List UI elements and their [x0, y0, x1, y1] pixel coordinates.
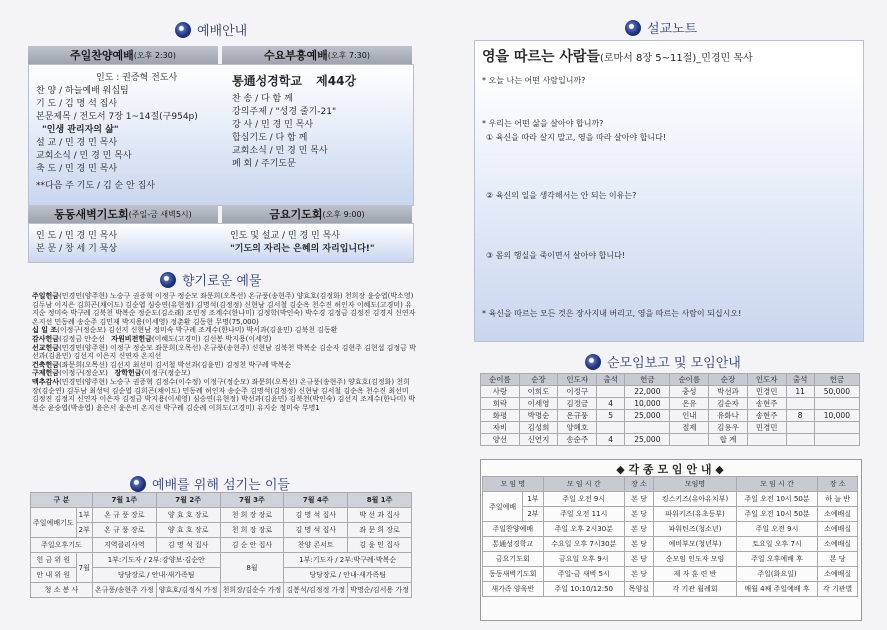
offering-label: 주일헌금 — [32, 292, 60, 300]
table-header: 모 임 시 간 — [736, 477, 817, 492]
table-cell: 민경민 — [747, 422, 786, 434]
table-cell: 유화나 — [709, 410, 748, 422]
table-cell: 주일 오후예배 후 — [736, 552, 817, 567]
table-cell: 토요일 오후 7시 — [736, 537, 817, 552]
table-cell: 주일찬양예배 — [483, 522, 544, 537]
table-row — [481, 410, 860, 422]
table-cell: 7월 — [76, 553, 92, 583]
table-cell: 금요기도회 — [483, 552, 544, 567]
table-cell: 새가족 양육반 — [483, 582, 544, 597]
offering-label: 십 일 조 — [32, 326, 58, 335]
table-cell: 온유 — [670, 398, 709, 410]
table-cell: 김 명 석 집사 — [156, 538, 220, 553]
table-cell: 각 기관 월례회 — [654, 582, 737, 597]
church-logo-icon — [625, 20, 641, 36]
table-header: 헌금 — [625, 374, 670, 386]
table-cell: 온 규 풍 장로 — [92, 523, 156, 538]
offering-section-title — [160, 270, 261, 289]
table-cell: 당당장로 / 안내·새가족팀 — [284, 568, 412, 583]
table-cell: 본 당 — [624, 567, 653, 582]
servants-section-title — [130, 474, 290, 493]
offering-label: 장학헌금 — [114, 369, 142, 378]
servants-title: 예배를 위해 섬기는 이들 — [152, 478, 290, 493]
table-header: 8월 1주 — [348, 493, 412, 508]
report-section-title — [585, 352, 741, 371]
table-cell: 김 명 석 집사 — [284, 523, 348, 538]
table-cell: 김 순 안 집사 — [220, 538, 284, 553]
table-cell: 금요일 오후 9시 — [543, 552, 624, 567]
table-cell: 5 — [597, 410, 625, 422]
dawn-line: 인 도 / 민 경 민 목사 — [36, 231, 118, 241]
table-cell: 양효호/김정식 가정 — [156, 583, 220, 598]
table-cell: 김봉석/김정정 가정 — [284, 583, 348, 598]
table-header: 모 임 명 — [483, 477, 544, 492]
table-row — [481, 386, 860, 398]
friday-prayer-header — [222, 205, 412, 223]
table-cell: 화평 — [481, 410, 520, 422]
church-logo-icon — [585, 354, 601, 370]
table-row — [483, 567, 858, 582]
table-row — [31, 523, 412, 538]
sunday-line: 설 교 / 민 경 민 목사 — [36, 138, 118, 148]
table-cell: 김성희 — [519, 422, 558, 434]
table-row — [483, 507, 858, 522]
fri-header-label: 금요기도회 — [269, 208, 323, 221]
table-cell: 예비부모(청년부) — [654, 537, 737, 552]
table-cell: 순모임 인도자 모임 — [654, 552, 737, 567]
table-cell: 주일오후기도 — [31, 538, 93, 553]
table-header: 인도자 — [558, 374, 597, 386]
offering-label: 감사헌금 — [32, 334, 60, 343]
table-cell: 8월 — [220, 553, 284, 583]
table-cell: 주일예배기도 — [31, 508, 77, 538]
table-cell: 절제 — [670, 422, 709, 434]
table-cell: 주일 오전 10시 50분 — [736, 492, 817, 507]
wed-line: 교회소식 / 민 경 민 목사 — [232, 146, 328, 156]
offering-entry — [32, 335, 416, 344]
offering-entry — [32, 369, 416, 378]
meetings-title: ◆ 각 종 모 임 안 내 ◆ — [616, 463, 724, 476]
sunday-service-header — [28, 46, 218, 64]
sunday-line: 기 도 / 김 명 석 집사 — [36, 99, 118, 109]
table-cell: 1부:기도자 / 2부:강양보·김순안 — [92, 553, 220, 568]
worship-section-title — [175, 20, 247, 39]
table-cell: 1부 — [76, 508, 92, 523]
table-cell: 본 당 — [624, 552, 653, 567]
table-cell: 본 당 — [624, 522, 653, 537]
table-header: 인도자 — [747, 374, 786, 386]
table-cell: 소예배실 — [818, 522, 858, 537]
table-cell: 청 소 봉 사 — [31, 583, 93, 598]
table-header: 출석 — [597, 374, 625, 386]
wed-line: 강의주제 / "성경 줄기-21" — [232, 107, 337, 117]
offering-names: (이정구(정순모) — [59, 369, 108, 378]
table-row — [483, 552, 858, 567]
table-cell — [670, 434, 709, 446]
offering-label: 건축헌금 — [32, 360, 60, 369]
table-cell: 50,000 — [814, 386, 859, 398]
offering-names: (민경민(양주현) 노승구 권증혁 이정구 정순모 좌문희(오목선) 온규풍(송현주) 양효호(김정화) 천희장 윤승엽(박소영) 김두남 이지은 김희곤(채이도) 김순엽 심승연(유현정) 김명석(김정정) 신현남 김서철 김순옥 천수진 허인자 이혜도(고경미) 유지순 정미숙 박구례 김북천 박복순 정순도(김소래) 조민정 조계수(한나미) 김정학(박인숙) 박수경 김정금 김정진 김경지 신연자 온지선 민동례 송순주 김민재 박지용(이세영) 정춘환 김동현 무명(75,000) — [32, 292, 416, 326]
table-header: 순이름 — [481, 374, 520, 386]
table-cell: 8 — [786, 410, 814, 422]
dawn-line: 본 문 / 창 세 기 묵상 — [36, 244, 118, 254]
wed-time: (오후 7:30) — [327, 50, 370, 60]
table-row — [483, 537, 858, 552]
table-cell: 안 내 위 원 — [31, 568, 77, 583]
table-row — [31, 508, 412, 523]
table-cell: 25,000 — [625, 434, 670, 446]
offering-names: (이혜도(고경미) 김선봉 박지용(이세영) — [151, 334, 272, 343]
offering-list — [32, 292, 416, 412]
table-cell: 주일 오전 11시 — [543, 507, 624, 522]
table-cell: 목양실 — [624, 582, 653, 597]
table-cell: 충성 — [670, 386, 709, 398]
table-cell: 송현주 — [747, 410, 786, 422]
table-cell: 주일 10:10/12:50 — [543, 582, 624, 597]
wednesday-service-header — [222, 46, 412, 64]
table-cell: 2부 — [76, 523, 92, 538]
table-cell: 당당장로 / 안내·새가족팀 — [92, 568, 220, 583]
fri-line: 인도 및 설교 / 민 경 민 목사 — [230, 231, 340, 241]
next-prayer: **다음 주 기도 / 김 순 안 집사 — [36, 181, 155, 191]
table-header: 출석 — [786, 374, 814, 386]
sunday-order-list — [36, 72, 198, 193]
table-row — [481, 434, 860, 446]
table-cell: 파워틴즈(청소년) — [654, 522, 737, 537]
table-cell: 신연지 — [519, 434, 558, 446]
table-row — [483, 522, 858, 537]
table-cell: 본 당 — [624, 507, 653, 522]
sermon-heading-title: 영을 따르는 사람들 — [482, 49, 600, 65]
table-cell: 김 윤 민 집사 — [348, 538, 412, 553]
table-cell: 킹스키즈(유아유치부) — [654, 492, 737, 507]
offering-label: 자원비전헌금 — [111, 334, 152, 343]
table-cell: 온 규 풍 장로 — [92, 508, 156, 523]
offering-names: (민경민(양주현) 노승구 권증혁 김정수(이수정) 이정구(정순모) 좌문희(오목선) 온규풍(송현주) 양효호(김정화) 천희장(김순연) 김두남 최성덕 김순엽 김희곤(채이도) 민동례 허인자 송순주 김명석(김정정) 신현남 김서철 김순옥 천수진 최선미 김정진 김정지 신연자 이은자 김정금 박지용(이세영) 심승연(유현정) 박선과(김윤민) 김북천(박인숙) 김선지 조계수(한나미) 박복순 윤승엽(박송엽) 윤은서 윤은비 온지선 박구례 김순례 이희도(고경미) 유지순 정미숙 무명1 — [32, 377, 416, 412]
dawn-time: (주일-금 새벽5시) — [128, 209, 192, 219]
table-cell: 김 명 석 집사 — [284, 508, 348, 523]
table-cell: 25,000 — [625, 410, 670, 422]
table-cell: 소예배실 — [818, 537, 858, 552]
table-cell — [814, 434, 859, 446]
table-cell: 본 당 — [624, 537, 653, 552]
table-cell — [814, 398, 859, 410]
table-cell: 양선 — [481, 434, 520, 446]
table-header: 순장 — [519, 374, 558, 386]
table-header: 구 분 — [31, 493, 93, 508]
table-cell: 인내 — [670, 410, 709, 422]
lecture-number: 제44강 — [316, 74, 357, 88]
offering-names: (민경민(양주현) 이정구 정순모 좌문희(오목선) 온규풍(송현주) 신현남 김북천 박복순 김순자 김현주 김현섭 김정금 박선과(김윤민) 김선지 이은지 신연자 온지선 — [32, 343, 416, 361]
table-cell: 소예배실 — [818, 507, 858, 522]
offering-label: 맥추감사 — [32, 377, 60, 386]
fri-message: "기도의 자리는 은혜의 자리입니다!" — [230, 244, 375, 254]
table-header: 7월 1주 — [92, 493, 156, 508]
table-header: 순이름 — [670, 374, 709, 386]
table-cell: 천희장/김순수 가정 — [220, 583, 284, 598]
meetings-table — [482, 476, 858, 597]
dawn-prayer-list — [36, 230, 117, 256]
table-cell: 4 — [597, 398, 625, 410]
table-cell: 소예배실 — [818, 567, 858, 582]
table-cell: 하 늘 반 — [818, 492, 858, 507]
table-row — [481, 398, 860, 410]
dawn-header-label: 동동새벽기도회 — [54, 208, 129, 221]
table-cell: 주일(화요일) — [736, 567, 817, 582]
offering-names: (이정구(정순모) 김선지 신현남 정미숙 박구례 조계수(한나미) 박서과(김윤민) 김북천 김동환 — [57, 326, 338, 335]
table-cell: 본 당 — [624, 492, 653, 507]
table-cell: 김순자 — [709, 398, 748, 410]
sunday-line: 찬 양 / 하늘예배 워십팀 — [36, 86, 129, 96]
table-cell: 지역클리사역 — [92, 538, 156, 553]
table-header: 7월 3주 — [220, 493, 284, 508]
table-cell: 양 효 호 장로 — [156, 508, 220, 523]
table-cell: 천 희 장 장로 — [220, 523, 284, 538]
table-cell: 박선과 — [709, 386, 748, 398]
sermon-note-title: 설교노트 — [647, 22, 698, 37]
table-cell: 10,000 — [625, 398, 670, 410]
table-cell: 22,000 — [625, 386, 670, 398]
table-cell: 양 효 호 장로 — [156, 523, 220, 538]
table-cell: 박명순 — [519, 410, 558, 422]
table-row — [481, 422, 860, 434]
small-group-report-table — [480, 373, 860, 446]
table-cell: 주일 오전 10시 50분 — [736, 507, 817, 522]
sermon-section-title — [625, 18, 697, 37]
table-header: 장 소 — [818, 477, 858, 492]
table-cell: 이정구 — [558, 386, 597, 398]
table-header-row — [31, 493, 412, 508]
table-cell: 온규풍/송현주 가정 — [92, 583, 156, 598]
table-header: 7월 2주 — [156, 493, 220, 508]
table-cell — [625, 422, 670, 434]
table-cell: 통通성경학교 — [483, 537, 544, 552]
table-row — [31, 538, 412, 553]
table-cell: 송현주 — [747, 398, 786, 410]
table-cell: 10,000 — [814, 410, 859, 422]
bible-school-title — [232, 72, 356, 89]
table-cell — [597, 422, 625, 434]
sermon-heading — [482, 46, 753, 66]
table-cell: 1부 — [523, 492, 543, 507]
sermon-question: * 오늘 나는 어떤 사람입니까? — [482, 76, 586, 85]
offering-label: 선교헌금 — [32, 343, 60, 352]
table-cell: 온규풍 — [558, 410, 597, 422]
sunday-line: 교회소식 / 민 경 민 목사 — [36, 151, 132, 161]
table-cell: 주일-금 새벽 5시 — [543, 567, 624, 582]
school-name: 통通성경학교 — [232, 74, 302, 88]
offering-label: 구제헌금 — [32, 369, 60, 378]
table-cell: 파워키즈(유초등부) — [654, 507, 737, 522]
sermon-conclusion: * 육신을 따르는 모든 것은 장사지내 버리고, 영을 따르는 사람이 되십시오! — [482, 309, 742, 318]
table-cell — [786, 398, 814, 410]
sermon-point: ② 육신의 일을 생각해서는 안 되는 이유는? — [486, 191, 637, 200]
table-cell: 이세영 — [519, 398, 558, 410]
table-cell: 2부 — [523, 507, 543, 522]
offering-names: (김정금 안순선 — [59, 334, 105, 343]
table-cell: 매월 4째 주일예배 후 — [736, 582, 817, 597]
offering-title: 향기로운 예물 — [182, 274, 262, 289]
table-cell: 합 계 — [709, 434, 748, 446]
table-header: 장 소 — [624, 477, 653, 492]
table-header: 헌금 — [814, 374, 859, 386]
table-cell — [597, 386, 625, 398]
wed-header-label: 수요부흥예배 — [264, 49, 328, 62]
table-cell: 김정금 — [558, 398, 597, 410]
church-logo-icon — [175, 22, 191, 38]
sermon-point: ① 육신을 따라 살지 말고, 영을 따라 살아야 합니다! — [486, 133, 667, 142]
church-logo-icon — [130, 476, 146, 492]
wed-line: 강 사 / 민 경 민 목사 — [232, 120, 314, 130]
table-cell — [814, 422, 859, 434]
table-cell — [747, 434, 786, 446]
table-cell: 1부:기도자 / 2부:박구례·박복순 — [284, 553, 412, 568]
table-row — [483, 582, 858, 597]
table-header-row — [481, 374, 860, 386]
offering-entry — [32, 326, 416, 335]
table-cell: 찬양 콘서트 — [284, 538, 348, 553]
table-cell: 각 기관별 — [818, 582, 858, 597]
table-cell: 송순주 — [558, 434, 597, 446]
table-header: 순장 — [709, 374, 748, 386]
servants-table — [30, 492, 412, 598]
table-cell: 박 선 과 집사 — [348, 508, 412, 523]
sermon-point: ③ 몸의 행실을 죽이면서 살아야 합니다! — [486, 251, 626, 260]
table-cell: 동동새벽기도회 — [483, 567, 544, 582]
offering-names: (좌문희(오목선) 김선지 최선미 김서철 박선과(김윤민) 김정천 박구례 박복순 — [59, 360, 292, 369]
sunday-line: 축 도 / 민 경 민 목사 — [36, 164, 118, 174]
offering-entry — [32, 292, 416, 326]
table-cell: 주일 오전 9시 — [543, 492, 624, 507]
table-cell: 민경민 — [747, 386, 786, 398]
sunday-time: (오후 2:30) — [133, 50, 176, 60]
table-header-row — [483, 477, 858, 492]
dawn-prayer-header — [28, 205, 218, 223]
offering-entry — [32, 344, 416, 361]
table-cell — [786, 434, 814, 446]
table-row — [483, 492, 858, 507]
table-cell: 이희도 — [519, 386, 558, 398]
sermon-title: "인생 관리자의 삶" — [42, 125, 119, 135]
table-cell: 천 희 장 장로 — [220, 508, 284, 523]
wed-line: 폐 회 / 주기도문 — [232, 159, 296, 169]
table-cell: 주일 오후 2시30분 — [543, 522, 624, 537]
table-cell: 사랑 — [481, 386, 520, 398]
wed-line: 찬 송 / 다 함 께 — [232, 94, 293, 104]
sunday-line: 본문제목 / 전도서 7장 1~14절(구954p) — [36, 112, 198, 122]
worship-title: 예배안내 — [197, 24, 248, 39]
offering-entry — [32, 378, 416, 412]
table-header: 모 임 시 간 — [543, 477, 624, 492]
table-cell — [786, 422, 814, 434]
table-cell: 본 당 — [818, 552, 858, 567]
table-cell: 양혜호 — [558, 422, 597, 434]
table-cell: 헌 금 위 원 — [31, 553, 77, 568]
wednesday-order-list — [232, 72, 356, 171]
table-cell: 주일 오전 9시 — [736, 522, 817, 537]
table-cell: 11 — [786, 386, 814, 398]
table-cell: 주일예배 — [483, 492, 523, 522]
table-row — [31, 553, 412, 568]
fri-time: (오후 9:00) — [322, 209, 365, 219]
sunday-line: 인도 : 권증혁 전도사 — [96, 73, 178, 83]
sermon-question: * 우리는 어떤 삶을 살아야 합니까? — [482, 119, 604, 128]
table-cell: 좌 문 희 장로 — [348, 523, 412, 538]
sunday-header-label: 주일찬양예배 — [70, 49, 134, 62]
table-cell: 희락 — [481, 398, 520, 410]
table-cell: 박명순/김서용 가정 — [348, 583, 412, 598]
friday-prayer-list — [230, 230, 375, 256]
sermon-reference: (로마서 8장 5~11절)_민경민 목사 — [599, 53, 753, 64]
table-row — [31, 583, 412, 598]
report-title: 순모임보고 및 모임안내 — [607, 356, 741, 371]
table-cell: 김용우 — [709, 422, 748, 434]
table-header: 7월 4주 — [284, 493, 348, 508]
wed-line: 합심기도 / 다 함 께 — [232, 133, 308, 143]
table-cell: 자비 — [481, 422, 520, 434]
table-header: 모임명 — [654, 477, 737, 492]
table-cell: 제 자 훈 련 반 — [654, 567, 737, 582]
church-logo-icon — [160, 272, 176, 288]
offering-names: (이정구(정순모) — [141, 369, 191, 378]
table-cell: 4 — [597, 434, 625, 446]
table-cell: 수요일 오후 7시30분 — [543, 537, 624, 552]
